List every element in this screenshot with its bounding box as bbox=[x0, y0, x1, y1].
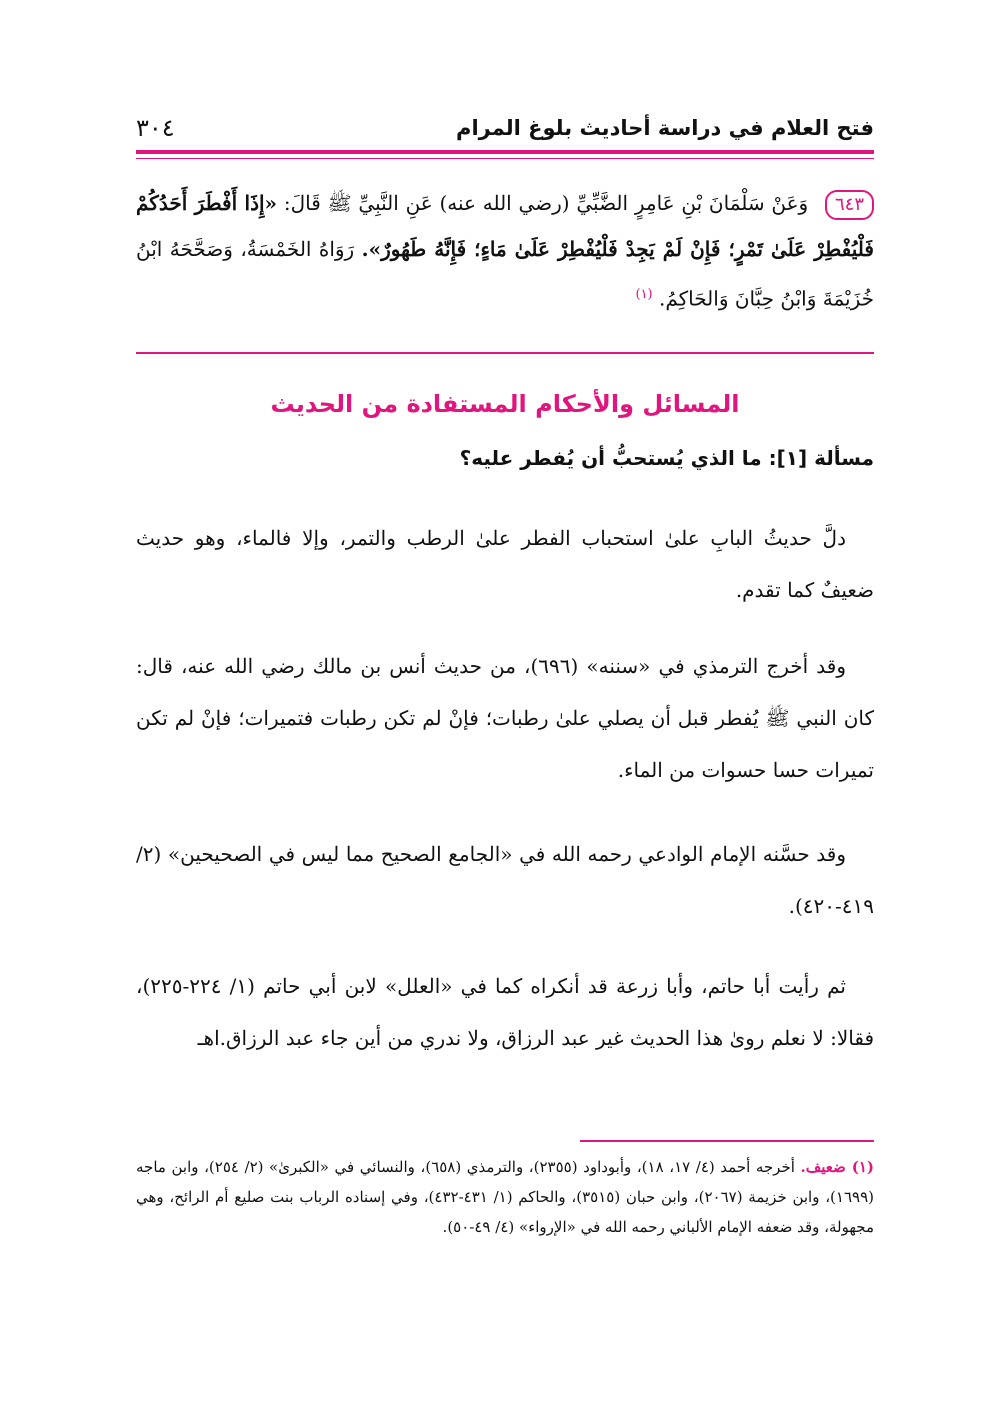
footnote-reference[interactable]: (١) bbox=[635, 287, 653, 302]
paragraph-1: دلَّ حديثُ البابِ علىٰ استحباب الفطر علىٰ الرطب والتمر، وإلا فالماء، وهو حديث ضعيفٌ كما تقدم. bbox=[136, 526, 874, 602]
section-title: المسائل والأحكام المستفادة من الحديث bbox=[270, 390, 740, 418]
page-number: ٣٠٤ bbox=[136, 114, 175, 142]
hadith-divider bbox=[136, 352, 874, 354]
paragraph-4: ثم رأيت أبا حاتم، وأبا زرعة قد أنكراه كما في «العلل» لابن أبي حاتم (١/ ٢٢٤-٢٢٥)، فقالا: لا نعلم روىٰ هذا الحديث غير عبد الرزاق، ولا ندري من أين جاء عبد الرزاق.اهـ bbox=[136, 974, 874, 1050]
page-header bbox=[136, 108, 874, 148]
question-heading bbox=[136, 446, 874, 470]
hadith-block bbox=[136, 180, 874, 322]
hadith-text: «إِذَا أَفْطَرَ أَحَدُكُمْ فَلْيُفْطِرْ عَلَىٰ تَمْرٍ؛ فَإِنْ لَمْ يَجِدْ فَلْيُفْطِرْ عَلَىٰ مَاءٍ؛ فَإِنَّهُ طَهُورٌ». bbox=[136, 191, 874, 261]
paragraph-2: وقد أخرج الترمذي في «سننه» (٦٩٦)، من حديث أنس بن مالك رضي الله عنه، قال: كان النبي ﷺ يُفطر قبل أن يصلي علىٰ رطبات؛ فإنْ لم تكن رطبات فتميرات؛ فإنْ لم تكن تميرات حسا حسوات من الماء. bbox=[136, 654, 874, 782]
hadith-intro: وَعَنْ سَلْمَانَ بْنِ عَامِرٍ الضَّبِّيِّ (رضي الله عنه) عَنِ النَّبِيِّ ﷺ قَالَ: bbox=[283, 191, 809, 215]
running-title: فتح العلام في دراسة أحاديث بلوغ المرام bbox=[456, 116, 874, 140]
footnote bbox=[136, 1152, 874, 1242]
paragraph-3: وقد حسَّنه الإمام الوادعي رحمه الله في «الجامع الصحيح مما ليس في الصحيحين» (٢/ ٤١٩-٤٢٠). bbox=[136, 842, 874, 918]
question-label: مسألة [١]: bbox=[768, 446, 874, 470]
question-text: ما الذي يُستحبُّ أن يُفطر عليه؟ bbox=[459, 446, 762, 470]
hadith-number-badge: ٦٤٣ bbox=[825, 190, 874, 220]
footnote-separator bbox=[580, 1140, 874, 1142]
header-rule-thick bbox=[136, 150, 874, 154]
header-rule-thin bbox=[136, 158, 874, 159]
hadith-source: رَوَاهُ الخَمْسَةُ، وَصَحَّحَهُ ابْنُ خُزَيْمَةَ وَابْنُ حِبَّانَ وَالحَاكِمُ. bbox=[136, 237, 874, 311]
footnote-text: أخرجه أحمد (٤/ ١٧، ١٨)، وأبوداود (٢٣٥٥)، والترمذي (٦٥٨)، والنسائي في «الكبرىٰ» (٢/ ٢٥٤)، وابن ماجه (١٦٩٩)، وابن خزيمة (٢٠٦٧)، وابن حبان (٣٥١٥)، والحاكم (١/ ٤٣١-٤٣٢)، وفي إسناده الرباب بنت صليع أم الرائح، وهي مجهولة، وقد ضعفه الإمام الألباني رحمه الله في «الإرواء» (٤/ ٤٩-٥٠). bbox=[136, 1158, 874, 1236]
footnote-label: (١) ضعيف. bbox=[800, 1158, 875, 1176]
